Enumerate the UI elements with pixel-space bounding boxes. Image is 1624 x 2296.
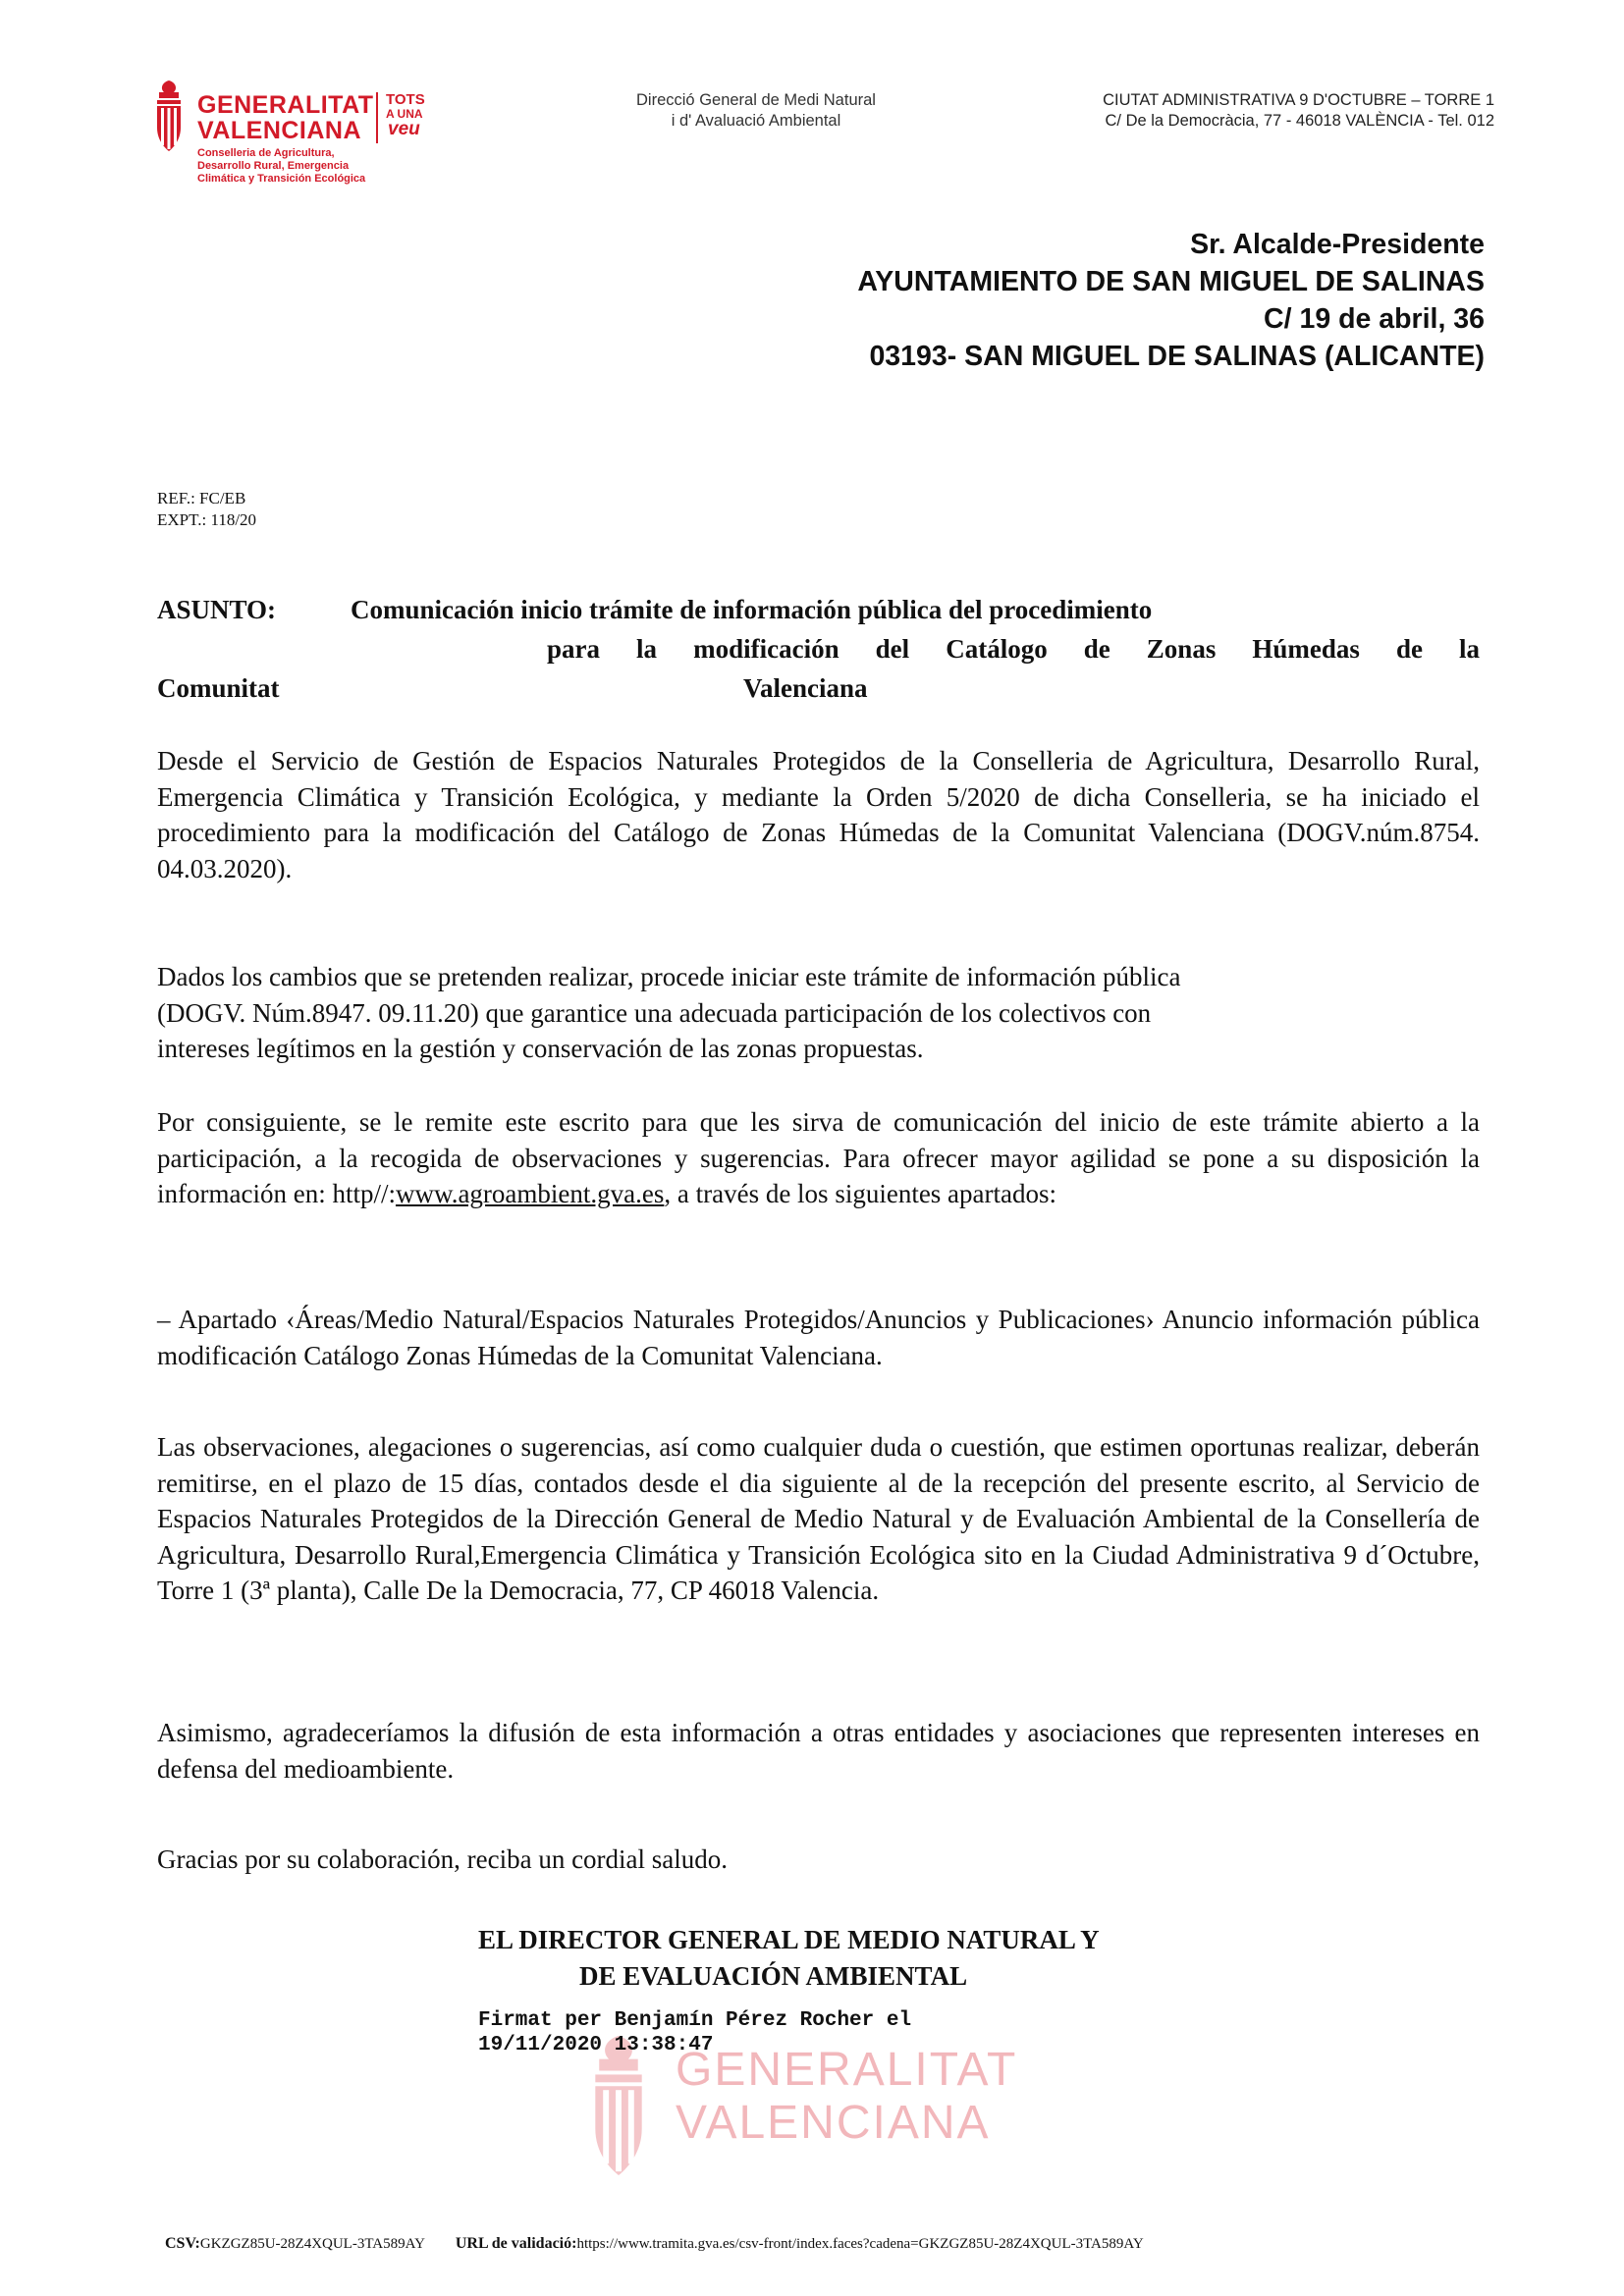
csv-value: GKZGZ85U-28Z4XQUL-3TA589AY [199, 2236, 425, 2252]
body-paragraph-2-line3: intereses legítimos en la gestión y conservación de las zonas propuestas. [157, 1034, 924, 1063]
reference-ref: REF.: FC/EB [157, 489, 246, 507]
body-paragraph-2-line1: Dados los cambios que se pretenden realizar, procede iniciar este trámite de información pública [157, 962, 1181, 991]
csv-label: CSV: [165, 2235, 200, 2252]
header-center-line1: Direcció General de Medi Natural [636, 91, 876, 109]
body-paragraph-3-text: Por consiguiente, se le remite este escrito para que les sirva de comunicación del inicio de este trámite abierto a la participación, a la recogida de observaciones y sugerencias. Para ofrecer mayor agilidad se pone a su disposición la información en: http//: [157, 1107, 1480, 1208]
subject-label: ASUNTO: [157, 595, 277, 624]
body-paragraph-6: Asimismo, agradeceríamos la difusión de esta información a otras entidades y asociaciones que representen intereses en defensa del medioambiente. [157, 1718, 1480, 1784]
agroambient-link[interactable]: www.agroambient.gva.es [395, 1179, 665, 1208]
signed-by-line: Firmat per Benjamín Pérez Rocher el [478, 2009, 912, 2032]
signed-date-line: 19/11/2020 13:38:47 [478, 2034, 714, 2056]
body-paragraph-5: Las observaciones, alegaciones o sugerencias, así como cualquier duda o cuestión, que estimen oportunas realizar, deberán remitirse, en el plazo de 15 días, contados desde el dia siguiente al de la recepción del presente escrito, al Servicio de Espacios Naturales Protegidos de la Dirección General de Medio Natural y de Evaluación Ambiental de la Consellería de Agricultura, Desarrollo Rural,Emergencia Climática y Transición Ecológica sito en la Ciudad Administrativa 9 d´Octubre, Torre 1 (3ª planta), Calle De la Democracia, 77, CP 46018 Valencia. [157, 1432, 1480, 1605]
body-paragraph-4: – Apartado ‹Áreas/Medio Natural/Espacios Naturales Protegidos/Anuncios y Publicaciones› Anuncio información pública modificación Catálogo Zonas Húmedas de la Comunitat Valenciana. [157, 1305, 1480, 1370]
logo-tagline-veu: veu [388, 119, 420, 139]
logo-dept-line3: Climática y Transición Ecológica [197, 173, 366, 185]
header-directorate [550, 90, 962, 132]
header-address [1103, 90, 1494, 132]
subject-line3-right: Valenciana [743, 673, 868, 703]
logo-tagline-tots: TOTS [386, 91, 425, 108]
addressee-block [857, 226, 1485, 375]
subject-line3-left: Comunitat [157, 673, 280, 703]
subject-line2: para la modificación del Catálogo de Zonas Húmedas de la [547, 634, 1480, 664]
logo-line-generalitat: GENERALITAT [197, 91, 374, 119]
reference-expt: EXPT.: 118/20 [157, 510, 257, 529]
addressee-line4: 03193- SAN MIGUEL DE SALINAS (ALICANTE) [869, 341, 1485, 372]
addressee-line3: C/ 19 de abril, 36 [1264, 303, 1485, 335]
body-paragraph-7: Gracias por su colaboración, reciba un cordial saludo. [157, 1844, 729, 1874]
body-paragraph-2-line2: (DOGV. Núm.8947. 09.11.20) que garantice una adecuada participación de los colectivos con [157, 997, 1152, 1028]
digital-signature-text [478, 2008, 911, 2057]
body-paragraph-1: Desde el Servicio de Gestión de Espacios Naturales Protegidos de la Conselleria de Agricultura, Desarrollo Rural, Emergencia Climática y Transición Ecológica, y mediante la Orden 5/2020 de dicha Conselleria, se ha iniciado el procedimiento para la modificación del Catálogo de Zonas Húmedas de la Comunitat Valenciana (DOGV.núm.8754. 04.03.2020). [157, 746, 1480, 883]
reference-block [157, 488, 256, 531]
validation-url[interactable]: https://www.tramita.gva.es/csv-front/index.faces?cadena=GKZGZ85U-28Z4XQUL-3TA589AY [576, 2236, 1144, 2252]
subject-line1: Comunicación inicio trámite de información pública del procedimiento [351, 595, 1153, 624]
logo-line-valenciana: VALENCIANA [197, 117, 362, 144]
body-paragraph-3-tail: , a través de los siguientes apartados: [664, 1179, 1057, 1208]
body-paragraph-3 [157, 1104, 1480, 1212]
signature-title-line2: DE EVALUACIÓN AMBIENTAL [579, 1961, 968, 1991]
logo-dept-line2: Desarrollo Rural, Emergencia [197, 160, 350, 172]
seal-line-generalitat: GENERALITAT [676, 2044, 1018, 2096]
logo-dept-line1: Conselleria de Agricultura, [197, 147, 335, 159]
header-right-line2: C/ De la Democràcia, 77 - 46018 VALÈNCIA - Tel. 012 [1105, 112, 1494, 130]
addressee-line1: Sr. Alcalde-Presidente [1190, 229, 1485, 260]
generalitat-emblem-icon [152, 79, 186, 153]
url-label: URL de validació: [455, 2235, 577, 2252]
footer-validation [165, 2235, 1144, 2253]
logo-tagline-a-una: A UNA [386, 107, 423, 121]
addressee-line2: AYUNTAMIENTO DE SAN MIGUEL DE SALINAS [857, 266, 1485, 297]
signature-title-line1: EL DIRECTOR GENERAL DE MEDIO NATURAL Y [478, 1925, 1100, 1954]
body-paragraph-2 [157, 959, 1480, 1067]
seal-line-valenciana: VALENCIANA [676, 2097, 991, 2149]
logo-divider [376, 92, 378, 143]
header-center-line2: i d' Avaluació Ambiental [671, 112, 841, 130]
header-right-line1: CIUTAT ADMINISTRATIVA 9 D'OCTUBRE – TORRE 1 [1103, 91, 1494, 109]
generalitat-logo [152, 77, 447, 194]
